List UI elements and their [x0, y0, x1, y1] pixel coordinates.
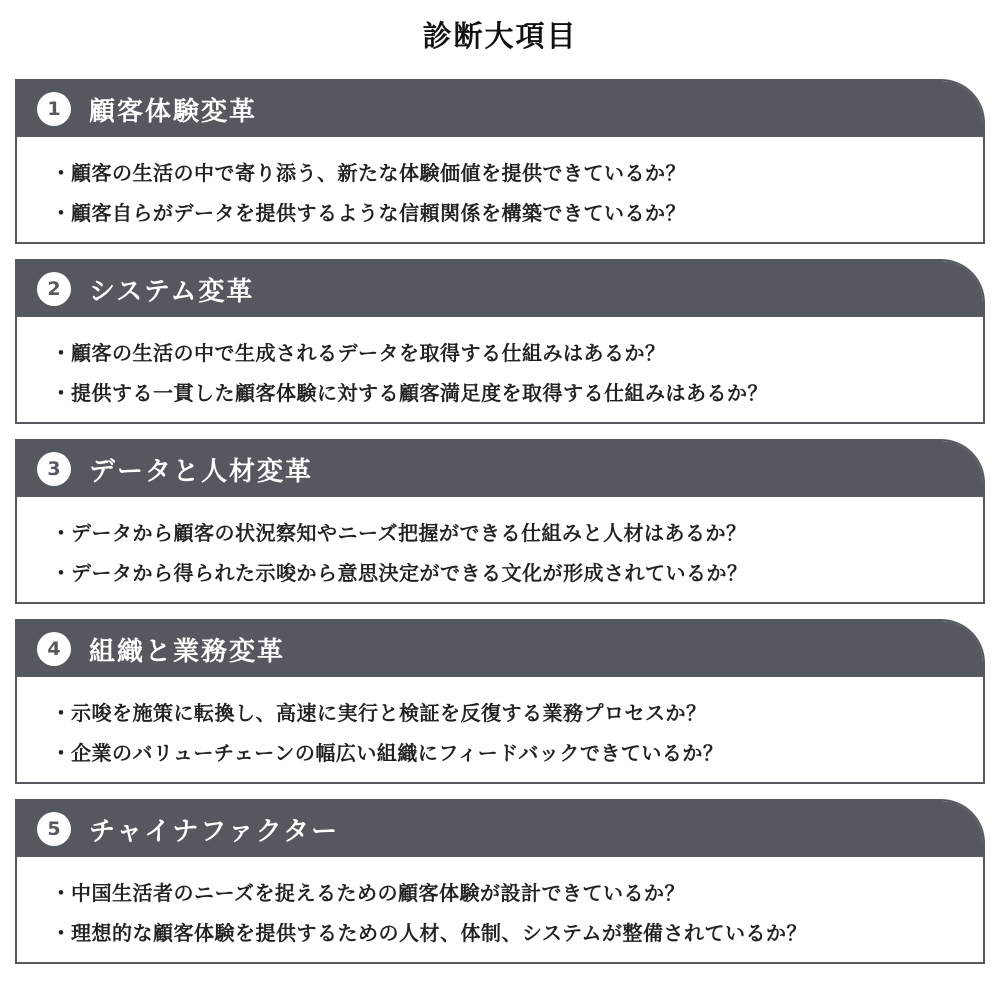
list-item: [51, 151, 983, 191]
list-item: [51, 511, 983, 551]
item-text: データから顧客の状況察知やニーズ把握ができる仕組みと人材はあるか？: [71, 520, 747, 545]
list-item: [51, 691, 983, 731]
section-title: 顧客体験変革: [89, 96, 258, 127]
item-text: 顧客自らがデータを提供するような信頼関係を構築できているか？: [71, 200, 686, 225]
item-text: データから得られた示唆から意思決定ができる文化が形成されているか？: [71, 560, 748, 585]
bullet: ・: [51, 200, 72, 225]
bullet: ・: [51, 920, 72, 945]
bullet: ・: [51, 560, 72, 585]
bullet: ・: [51, 520, 72, 545]
section-organization: [15, 619, 985, 784]
bullet: ・: [51, 160, 72, 185]
section-number-badge: 2: [37, 272, 71, 306]
section-header: [17, 801, 983, 857]
list-item: [51, 551, 983, 591]
page-title: 診断大項目: [422, 19, 578, 53]
section-china-factor: [15, 799, 985, 964]
section-system: [15, 259, 985, 424]
list-item: [51, 911, 983, 951]
item-text: 企業のバリューチェーンの幅広い組織にフィードバックできているか？: [71, 740, 724, 765]
section-items: [17, 677, 983, 771]
bullet: ・: [51, 740, 72, 765]
section-items: [17, 317, 983, 411]
section-items: [17, 857, 983, 951]
section-title: データと人材変革: [89, 456, 314, 487]
section-number-badge: 3: [37, 452, 71, 486]
section-title: 組織と業務変革: [89, 636, 286, 667]
list-item: [51, 371, 983, 411]
item-text: 顧客の生活の中で生成されるデータを取得する仕組みはあるか？: [71, 340, 666, 365]
list-item: [51, 731, 983, 771]
section-items: [17, 137, 983, 231]
section-title: システム変革: [89, 276, 255, 307]
section-header: [17, 621, 983, 677]
section-data-talent: [15, 439, 985, 604]
bullet: ・: [51, 880, 72, 905]
list-item: [51, 191, 983, 231]
item-text: 示唆を施策に転換し、高速に実行と検証を反復する業務プロセスか？: [71, 700, 707, 725]
bullet: ・: [51, 380, 72, 405]
list-item: [51, 871, 983, 911]
section-number-badge: 5: [37, 812, 71, 846]
section-header: [17, 81, 983, 137]
bullet: ・: [51, 700, 72, 725]
section-header: [17, 441, 983, 497]
item-text: 理想的な顧客体験を提供するための人材、体制、システムが整備されているか？: [71, 920, 807, 945]
section-title: チャイナファクター: [89, 816, 340, 847]
section-customer-experience: [15, 79, 985, 244]
section-number-badge: 4: [37, 632, 71, 666]
item-text: 提供する一貫した顧客体験に対する顧客満足度を取得する仕組みはあるか？: [71, 380, 768, 405]
section-items: [17, 497, 983, 591]
item-text: 顧客の生活の中で寄り添う、新たな体験価値を提供できているか？: [71, 160, 686, 185]
section-number-badge: 1: [37, 92, 71, 126]
list-item: [51, 331, 983, 371]
section-header: [17, 261, 983, 317]
item-text: 中国生活者のニーズを捉えるための顧客体験が設計できているか？: [71, 880, 685, 905]
bullet: ・: [51, 340, 72, 365]
